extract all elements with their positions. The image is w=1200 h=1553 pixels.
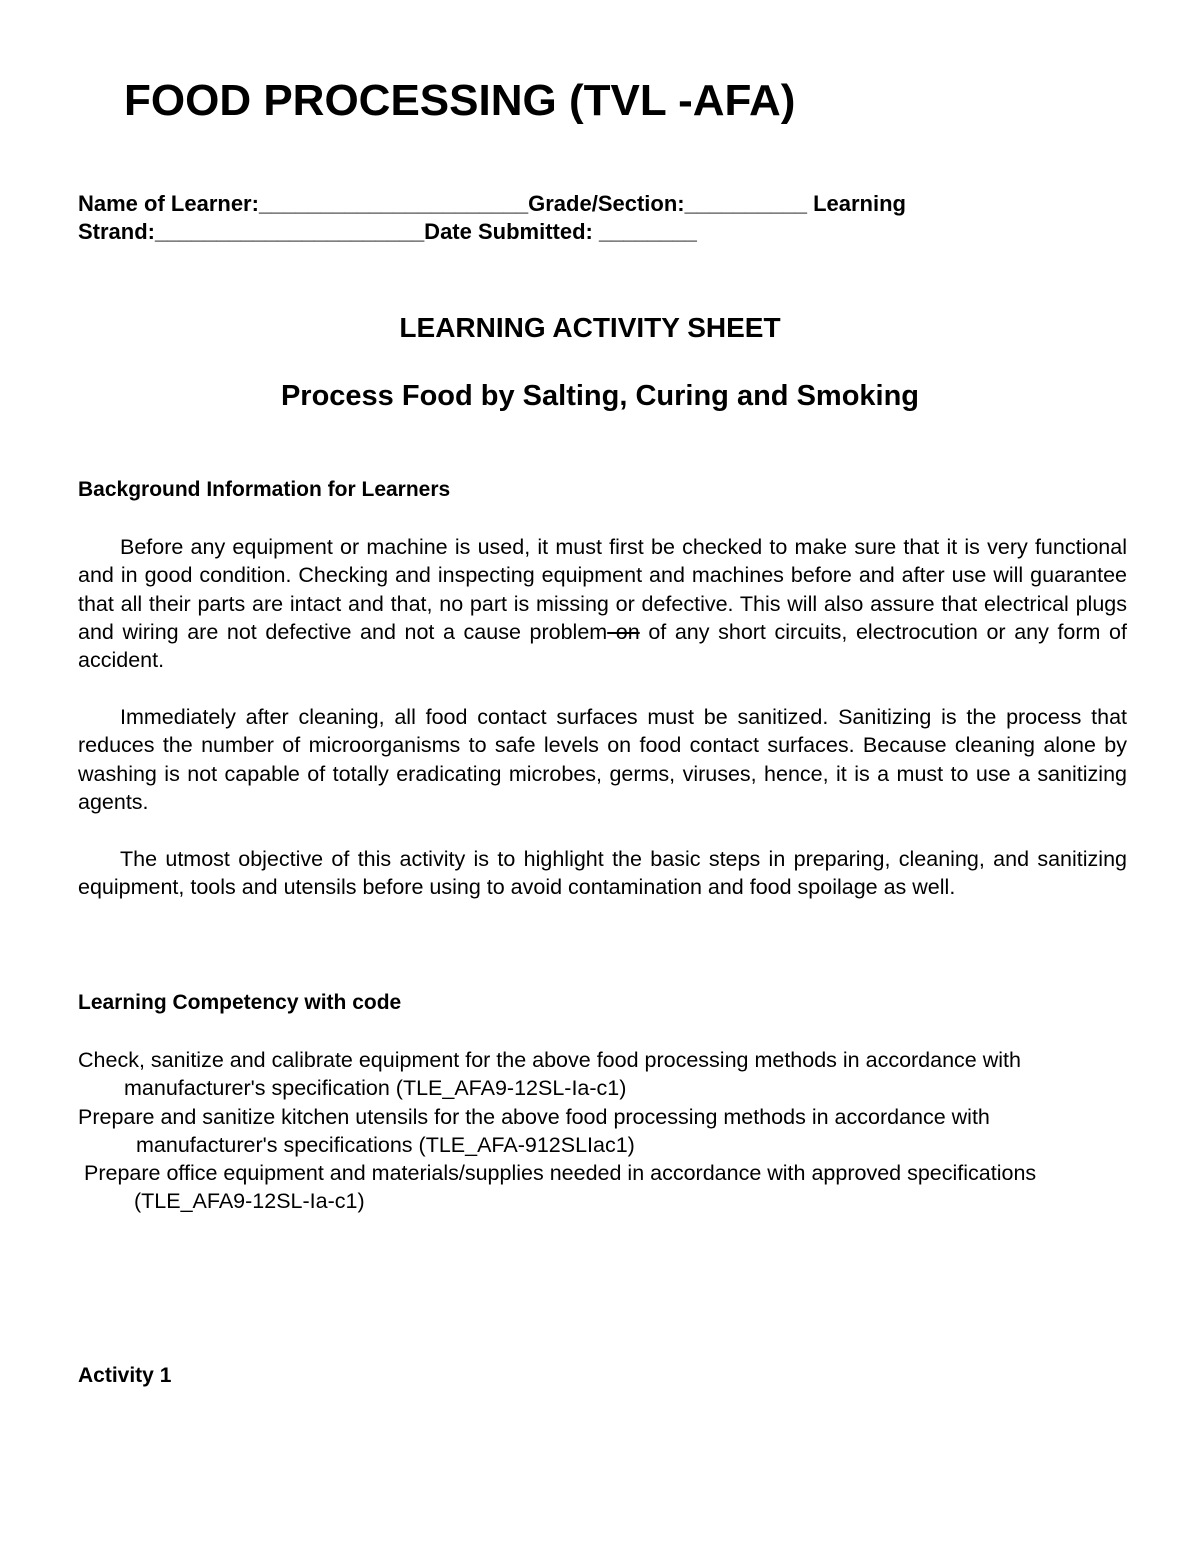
sheet-subtitle: Process Food by Salting, Curing and Smoking bbox=[280, 380, 920, 412]
background-paragraph-1 bbox=[78, 533, 1127, 674]
competency-item bbox=[78, 1103, 1138, 1160]
competency-list bbox=[78, 1046, 1138, 1216]
competency-item-line: manufacturer's specifications (TLE_AFA-912SLIac1) bbox=[136, 1132, 635, 1157]
background-paragraph-3: The utmost objective of this activity is to highlight the basic steps in preparing, cleaning, and sanitizing equipment, tools and utensils before using to avoid contamination and food spoilage as well. bbox=[78, 847, 1127, 900]
competency-item-line: Prepare office equipment and materials/supplies needed in accordance with approved specifications bbox=[84, 1161, 1037, 1186]
sheet-title: LEARNING ACTIVITY SHEET bbox=[399, 312, 781, 343]
struck-word: on bbox=[607, 619, 640, 644]
activity-heading: Activity 1 bbox=[78, 1364, 172, 1387]
background-paragraph-2: Immediately after cleaning, all food contact surfaces must be sanitized. Sanitizing is the process that reduces the number of microorganisms to safe levels on food contact surfaces. Because cleaning alone by washing is not capable of totally eradicating microbes, germs, viruses, hence, it is a must to use a sanitizing agents. bbox=[78, 705, 1127, 814]
competency-item bbox=[78, 1046, 1138, 1103]
paragraph-1-text-end: of any short circuits, electrocution or any form of accident. bbox=[78, 619, 1127, 673]
document-title: FOOD PROCESSING (TVL -AFA) bbox=[124, 76, 796, 125]
competency-heading: Learning Competency with code bbox=[78, 991, 402, 1014]
competency-item-line: (TLE_AFA9-12SL-Ia-c1) bbox=[134, 1189, 365, 1214]
competency-item-line: manufacturer's specification (TLE_AFA9-12SL-Ia-c1) bbox=[124, 1076, 627, 1101]
learner-info-line-2: Strand:______________________Date Submitted: ________ bbox=[78, 219, 697, 244]
competency-item-line: Check, sanitize and calibrate equipment for the above food processing methods in accordance with bbox=[78, 1048, 1021, 1072]
paragraph-1-text-start: Before any equipment or machine is used, it must first be checked to make sure that it is very functional and in good condition. Checking and inspecting equipment and machines before and after use will guarantee that all their parts are intact and that, no part is missing or defective. This will also assure that electrical plugs and wiring are not defective and not a cause problem bbox=[78, 535, 1127, 644]
competency-item-line: Prepare and sanitize kitchen utensils for the above food processing methods in accordance with bbox=[78, 1104, 990, 1129]
learner-info-line-1: Name of Learner:______________________Grade/Section:__________ Learning bbox=[78, 191, 906, 216]
learner-info-block bbox=[78, 190, 906, 246]
competency-item bbox=[78, 1159, 1138, 1216]
background-heading: Background Information for Learners bbox=[78, 478, 451, 501]
